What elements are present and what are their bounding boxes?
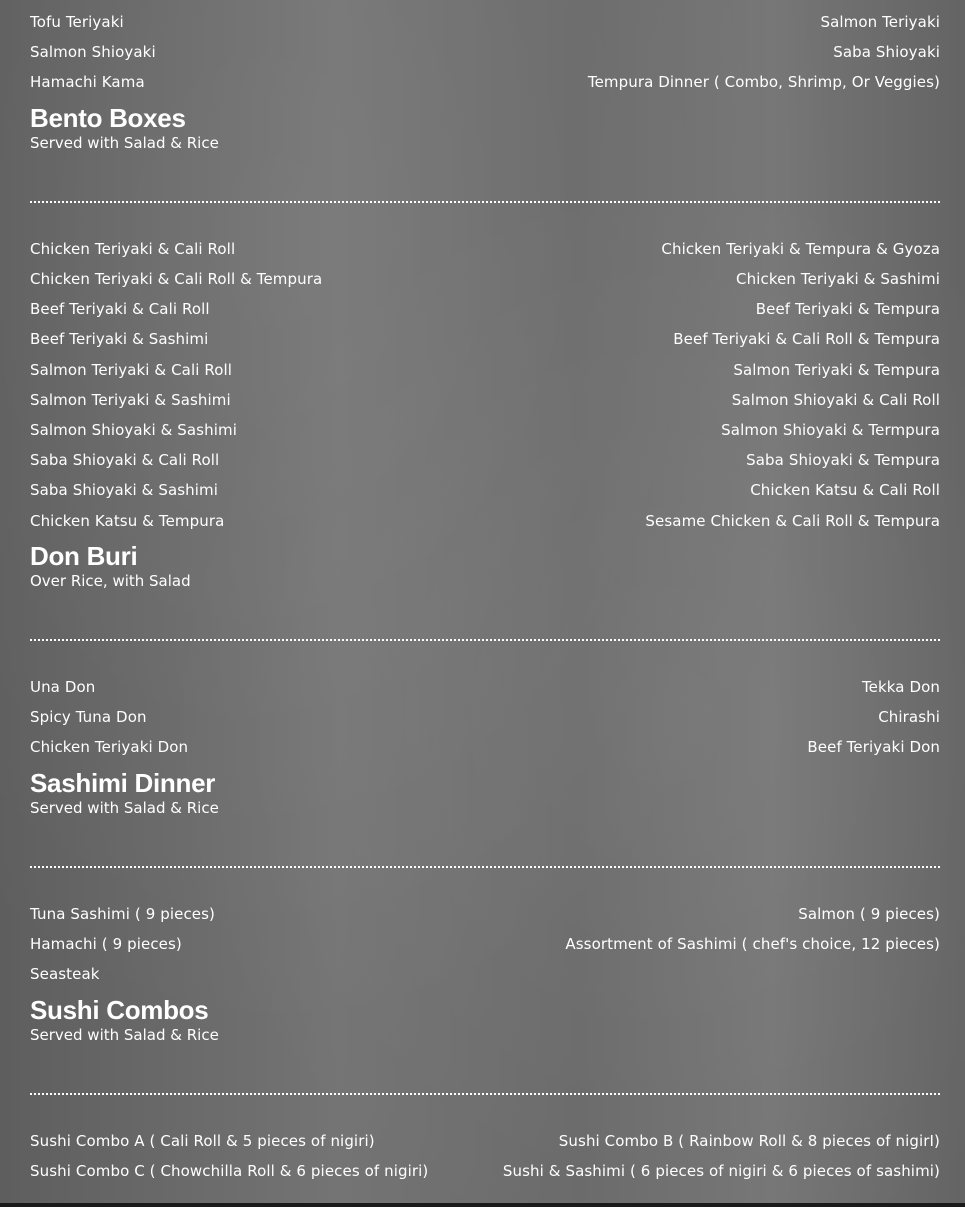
menu-item: Chicken Teriyaki Don — [30, 738, 189, 756]
menu-item: Saba Shioyaki & Cali Roll — [30, 451, 220, 469]
menu-row — [30, 902, 940, 926]
menu-item: Una Don — [30, 678, 96, 696]
menu-item: Tofu Teriyaki — [30, 13, 124, 31]
menu-item: Seasteak — [30, 965, 100, 983]
menu-item: Saba Shioyaki & Tempura — [746, 451, 940, 469]
section-subtitle-bento: Served with Salad & Rice — [30, 134, 219, 152]
menu-row — [30, 10, 940, 34]
menu-row — [30, 932, 940, 956]
menu-row — [30, 327, 940, 351]
menu-row — [30, 448, 940, 472]
menu-item: Salmon Teriyaki & Tempura — [733, 361, 940, 379]
menu-item: Chirashi — [878, 708, 940, 726]
section-title-sashimi: Sashimi Dinner — [30, 768, 216, 798]
menu-row — [30, 735, 940, 759]
section-title-sushi: Sushi Combos — [30, 995, 209, 1025]
menu-item: Chicken Katsu & Cali Roll — [750, 481, 940, 499]
menu-row — [30, 297, 940, 321]
menu-item: Hamachi ( 9 pieces) — [30, 935, 182, 953]
menu-row — [30, 1159, 940, 1183]
menu-item: Sushi Combo A ( Cali Roll & 5 pieces of nigiri) — [30, 1132, 375, 1150]
menu-item: Salmon Shioyaki & Termpura — [721, 421, 940, 439]
section-subtitle-sashimi: Served with Salad & Rice — [30, 799, 219, 817]
section-subtitle-donburi: Over Rice, with Salad — [30, 572, 191, 590]
menu-item: Saba Shioyaki & Sashimi — [30, 481, 219, 499]
menu-item: Sesame Chicken & Cali Roll & Tempura — [645, 512, 940, 530]
divider — [30, 639, 940, 641]
menu-row — [30, 237, 940, 261]
section-title-bento: Bento Boxes — [30, 103, 186, 133]
menu-item: Salmon Shioyaki & Sashimi — [30, 421, 237, 439]
menu-item: Beef Teriyaki & Tempura — [755, 300, 940, 318]
menu-item: Tempura Dinner ( Combo, Shrimp, Or Veggies) — [587, 73, 940, 91]
menu-row — [30, 358, 940, 382]
menu-item: Salmon Teriyaki & Cali Roll — [30, 361, 233, 379]
menu-item: Salmon Shioyaki & Cali Roll — [731, 391, 940, 409]
menu-row — [30, 418, 940, 442]
section-title-donburi: Don Buri — [30, 541, 138, 571]
divider — [30, 866, 940, 868]
menu-row — [30, 267, 940, 291]
footer-bar — [0, 1203, 965, 1207]
menu-row — [30, 478, 940, 502]
menu-item: Saba Shioyaki — [833, 43, 940, 61]
menu-item: Tekka Don — [861, 678, 940, 696]
menu-row — [30, 675, 940, 699]
menu-item: Chicken Teriyaki & Tempura & Gyoza — [661, 240, 940, 258]
menu-item: Tuna Sashimi ( 9 pieces) — [30, 905, 215, 923]
menu-row — [30, 962, 940, 986]
menu-item: Chicken Teriyaki & Cali Roll & Tempura — [30, 270, 323, 288]
menu-item: Sushi Combo C ( Chowchilla Roll & 6 pieces of nigiri) — [30, 1162, 429, 1180]
menu-item: Beef Teriyaki Don — [807, 738, 940, 756]
menu-item: Assortment of Sashimi ( chef's choice, 12 pieces) — [565, 935, 940, 953]
menu-item: Salmon ( 9 pieces) — [798, 905, 940, 923]
menu-item: Salmon Teriyaki & Sashimi — [30, 391, 231, 409]
menu-item: Chicken Katsu & Tempura — [30, 512, 225, 530]
menu-item: Salmon Shioyaki — [30, 43, 156, 61]
menu-row — [30, 70, 940, 94]
menu-row — [30, 705, 940, 729]
divider — [30, 1093, 940, 1095]
menu-item: Chicken Teriyaki & Cali Roll — [30, 240, 236, 258]
menu-item: Beef Teriyaki & Cali Roll & Tempura — [673, 330, 940, 348]
menu-item: Sushi & Sashimi ( 6 pieces of nigiri & 6 pieces of sashimi) — [502, 1162, 940, 1180]
menu-row — [30, 388, 940, 412]
menu-item: Sushi Combo B ( Rainbow Roll & 8 pieces of nigirI) — [558, 1132, 940, 1150]
menu-item: Hamachi Kama — [30, 73, 145, 91]
menu-item: Spicy Tuna Don — [30, 708, 147, 726]
section-subtitle-sushi: Served with Salad & Rice — [30, 1026, 219, 1044]
menu-item: Beef Teriyaki & Cali Roll — [30, 300, 210, 318]
menu-item: Beef Teriyaki & Sashimi — [30, 330, 209, 348]
menu-item: Chicken Teriyaki & Sashimi — [736, 270, 940, 288]
divider — [30, 201, 940, 203]
menu-row — [30, 509, 940, 533]
menu-row — [30, 1129, 940, 1153]
menu-item: Salmon Teriyaki — [820, 13, 940, 31]
menu-row — [30, 40, 940, 64]
